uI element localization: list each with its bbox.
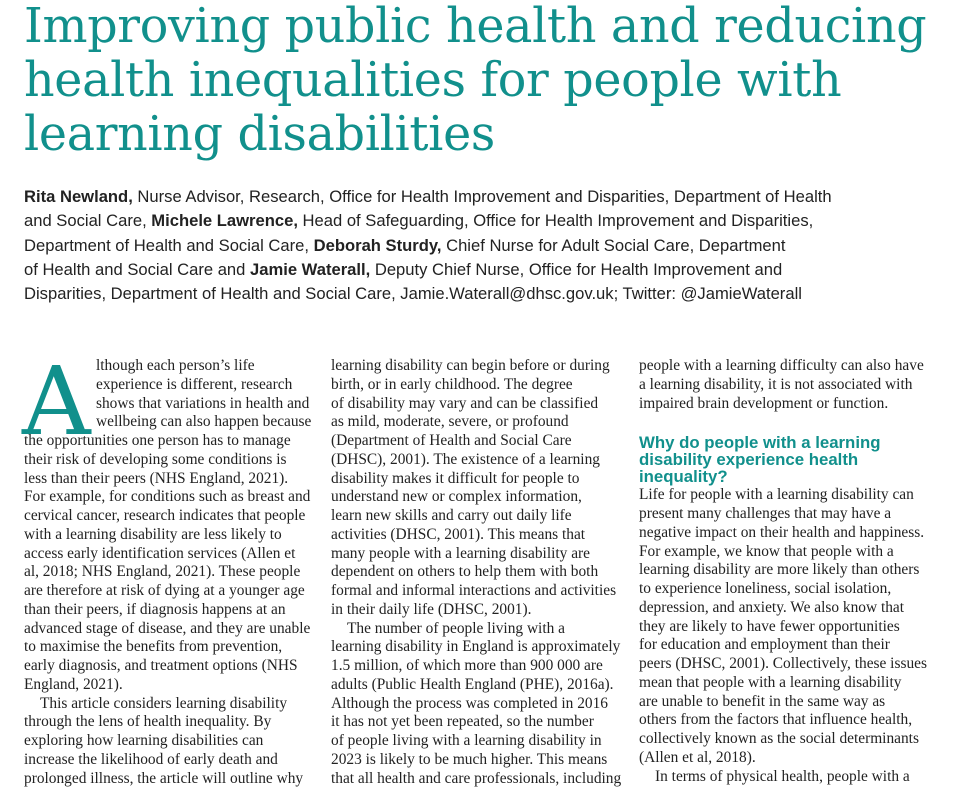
- text-line: present many challenges that may have a: [639, 505, 924, 524]
- text-line: access early identification services (Allen et: [24, 545, 309, 564]
- text-line: increase the likelihood of early death and: [24, 751, 309, 770]
- author-affiliation: and Social Care,: [24, 211, 151, 230]
- text-line: learning disability are more likely than others: [639, 561, 924, 580]
- heading-line: inequality?: [639, 468, 924, 485]
- text-line: exploring how learning disabilities can: [24, 732, 309, 751]
- text-line: a learning disability, it is not associated with: [639, 376, 924, 395]
- author-name: Deborah Sturdy,: [314, 236, 442, 255]
- title-line: Improving public health and reducing: [24, 0, 939, 54]
- text-line: collectively known as the social determinants: [639, 730, 924, 749]
- text-line: cervical cancer, research indicates that people: [24, 507, 309, 526]
- byline-contact: Disparities, Department of Health and Social Care, Jamie.Waterall@dhsc.gov.uk; Twitter: @JamieWaterall: [24, 282, 939, 306]
- text-line: learning disability in England is approximately: [331, 638, 616, 657]
- text-line: prolonged illness, the article will outline why: [24, 770, 309, 788]
- text-line: (DHSC), 2001). The existence of a learning: [331, 451, 616, 470]
- author-name: Michele Lawrence,: [151, 211, 298, 230]
- text-line: birth, or in early childhood. The degree: [331, 376, 616, 395]
- text-line: to experience loneliness, social isolation,: [639, 580, 924, 599]
- byline-line: [24, 209, 939, 233]
- heading-line: disability experience health: [639, 451, 924, 468]
- drop-cap: A: [22, 355, 94, 435]
- title-line: health inequalities for people with: [24, 54, 939, 108]
- text-line: England, 2021).: [24, 676, 309, 695]
- text-line: for education and employment than their: [639, 636, 924, 655]
- text-line: Life for people with a learning disability can: [639, 486, 924, 505]
- text-line: activities (DHSC, 2001). This means that: [331, 526, 616, 545]
- text-line: with a learning disability are less likely to: [24, 526, 309, 545]
- text-line: (Allen et al, 2018).: [639, 749, 924, 768]
- text-line: they are likely to have fewer opportunities: [639, 618, 924, 637]
- author-name: Rita Newland,: [24, 187, 133, 206]
- text-line: shows that variations in health and: [24, 395, 309, 414]
- text-line: it has not yet been repeated, so the number: [331, 713, 616, 732]
- text-line: disability makes it difficult for people to: [331, 470, 616, 489]
- text-line: peers (DHSC, 2001). Collectively, these issues: [639, 655, 924, 674]
- text-line: to maximise the benefits from prevention,: [24, 638, 309, 657]
- text-line: advanced stage of disease, and they are unable: [24, 620, 309, 639]
- text-line: of people living with a learning disability in: [331, 732, 616, 751]
- text-line: learn new skills and carry out daily life: [331, 507, 616, 526]
- text-line: impaired brain development or function.: [639, 395, 924, 414]
- text-line: many people with a learning disability are: [331, 545, 616, 564]
- text-line: The number of people living with a: [331, 620, 616, 639]
- text-line: of disability may vary and can be classified: [331, 395, 616, 414]
- text-line: are therefore at risk of dying at a younger age: [24, 582, 309, 601]
- text-line: through the lens of health inequality. By: [24, 713, 309, 732]
- text-line: lthough each person’s life: [24, 357, 309, 376]
- text-line: dependent on others to help them with both: [331, 563, 616, 582]
- text-line: formal and informal interactions and activities: [331, 582, 616, 601]
- text-line: wellbeing can also happen because: [24, 413, 309, 432]
- text-line: are unable to benefit in the same way as: [639, 693, 924, 712]
- text-line: depression, and anxiety. We also know that: [639, 599, 924, 618]
- text-line: al, 2018; NHS England, 2021). These people: [24, 563, 309, 582]
- body-column-1: [24, 357, 309, 788]
- author-affiliation: Nurse Advisor, Research, Office for Health Improvement and Disparities, Department of Health: [133, 187, 832, 206]
- article-title: [24, 0, 939, 162]
- text-line: adults (Public Health England (PHE), 2016a).: [331, 676, 616, 695]
- text-line: This article considers learning disability: [24, 695, 309, 714]
- text-line: (Department of Health and Social Care: [331, 432, 616, 451]
- text-line: than their peers, if diagnosis happens at an: [24, 601, 309, 620]
- text-line: in their daily life (DHSC, 2001).: [331, 601, 616, 620]
- text-line: experience is different, research: [24, 376, 309, 395]
- text-line: 2023 is likely to be much higher. This means: [331, 751, 616, 770]
- body-column-2: [331, 357, 616, 788]
- text-line: people with a learning difficulty can also have: [639, 357, 924, 376]
- text-line: less than their peers (NHS England, 2021).: [24, 470, 309, 489]
- text-line: For example, for conditions such as breast and: [24, 488, 309, 507]
- author-byline: [24, 185, 939, 306]
- text-line: mean that people with a learning disability: [639, 674, 924, 693]
- author-name: Jamie Waterall,: [250, 260, 370, 279]
- author-affiliation: Deputy Chief Nurse, Office for Health Improvement and: [370, 260, 782, 279]
- text-line: learning disability can begin before or during: [331, 357, 616, 376]
- byline-line: [24, 258, 939, 282]
- heading-line: Why do people with a learning: [639, 434, 924, 451]
- text-line: the opportunities one person has to manage: [24, 432, 309, 451]
- byline-line: [24, 234, 939, 258]
- text-line: others from the factors that influence health,: [639, 711, 924, 730]
- title-line: learning disabilities: [24, 108, 939, 162]
- byline-line: [24, 185, 939, 209]
- author-affiliation: Head of Safeguarding, Office for Health Improvement and Disparities,: [298, 211, 813, 230]
- text-line: negative impact on their health and happiness.: [639, 524, 924, 543]
- body-column-3: [639, 357, 924, 786]
- text-line: 1.5 million, of which more than 900 000 are: [331, 657, 616, 676]
- text-line: as mild, moderate, severe, or profound: [331, 413, 616, 432]
- text-line: Although the process was completed in 2016: [331, 695, 616, 714]
- author-affiliation: of Health and Social Care and: [24, 260, 250, 279]
- author-affiliation: Chief Nurse for Adult Social Care, Department: [441, 236, 785, 255]
- text-line: early diagnosis, and treatment options (NHS: [24, 657, 309, 676]
- author-affiliation: Department of Health and Social Care,: [24, 236, 314, 255]
- text-line: their risk of developing some conditions is: [24, 451, 309, 470]
- text-line: that all health and care professionals, including: [331, 770, 616, 788]
- text-line: For example, we know that people with a: [639, 543, 924, 562]
- text-line: In terms of physical health, people with a: [639, 768, 924, 787]
- section-heading: [639, 434, 924, 485]
- text-line: understand new or complex information,: [331, 488, 616, 507]
